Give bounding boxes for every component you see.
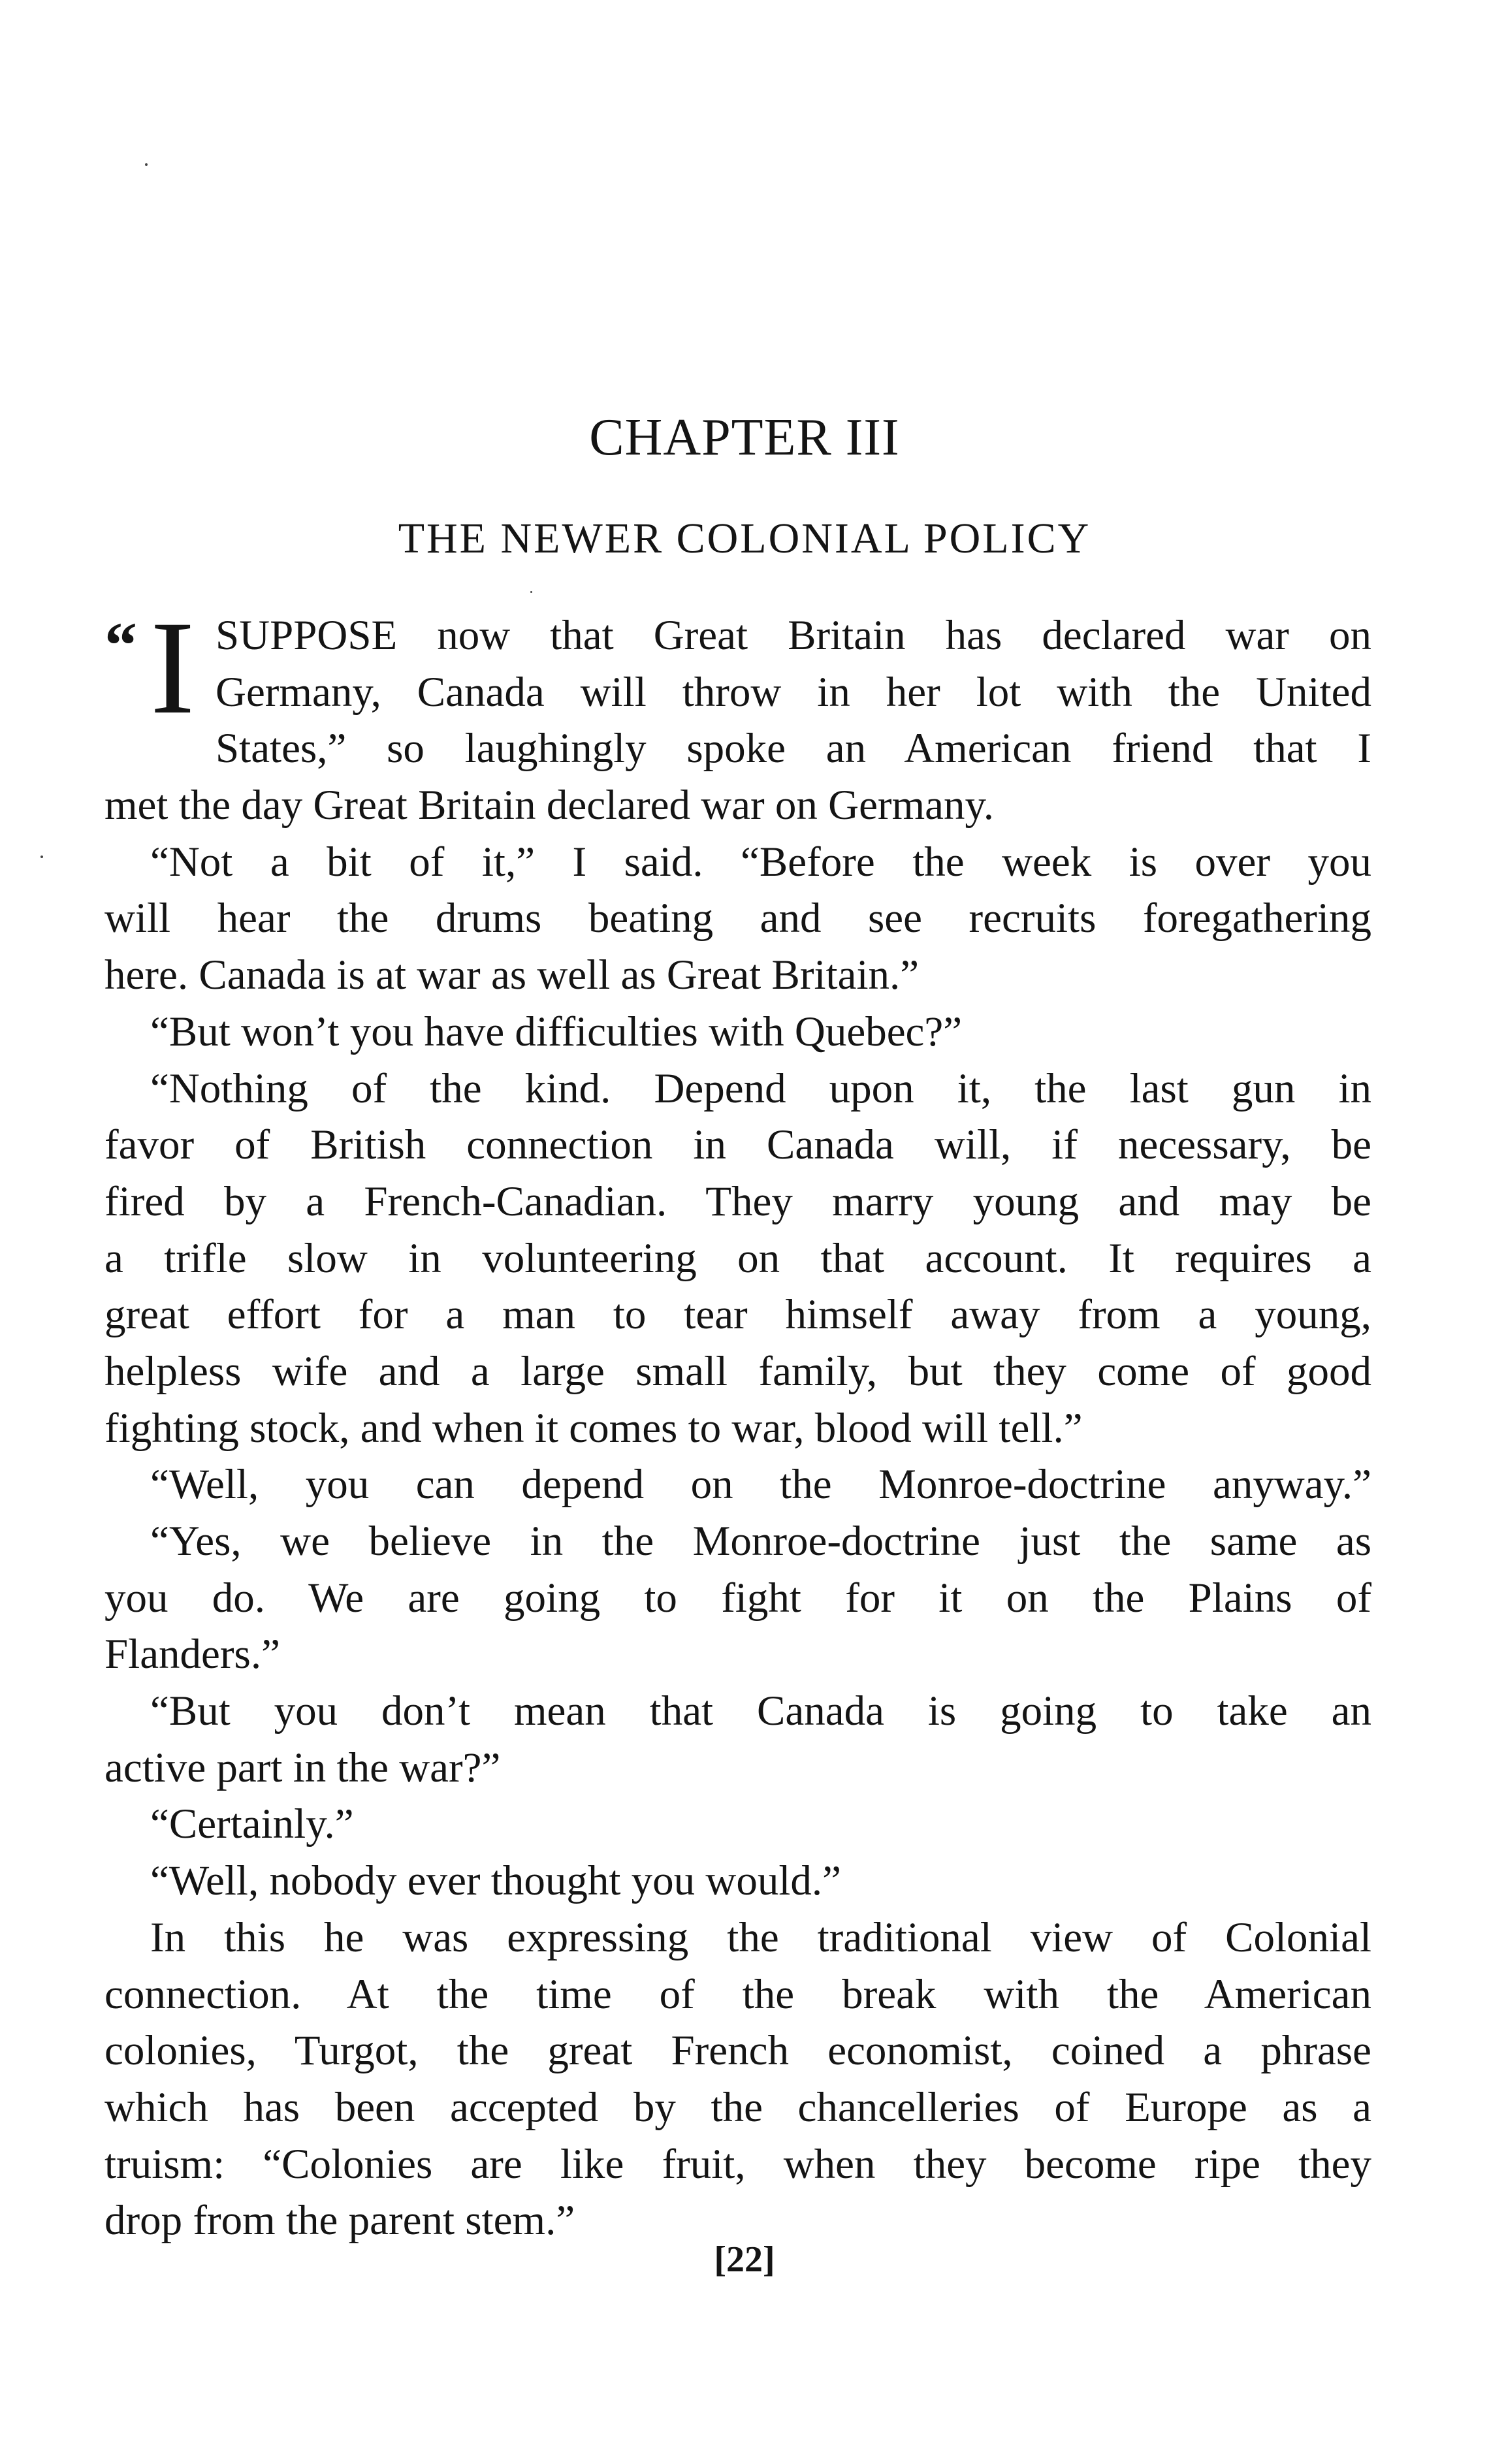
text-line: active part in the war?” [104,1744,501,1791]
text-line: will hear the drums beating and see recruits foregathering [104,895,1371,942]
text-line: “Yes, we believe in the Monroe-doctrine just the same as [150,1518,1371,1565]
text-line: colonies, Turgot, the great French economist, coined a phrase [104,2027,1371,2075]
text-line: “Nothing of the kind. Depend upon it, the last gun in [150,1064,1371,1112]
text-line: Flanders.” [104,1631,280,1678]
drop-cap-quote: “ [104,609,137,681]
page-number: [22] [714,2239,775,2280]
text-line: helpless wife and a large small family, but they come of good [104,1347,1371,1395]
body-text [104,607,1371,2249]
text-line: “Well, you can depend on the Monroe-doctrine anyway.” [150,1461,1371,1509]
chapter-subtitle: THE NEWER COLONIAL POLICY [398,515,1091,562]
page-speck [40,856,43,858]
text-line: connection. At the time of the break with the American [104,1970,1371,2018]
page-speck [145,163,148,166]
text-line: Germany, Canada will throw in her lot with the United [216,668,1371,716]
text-line: “But won’t you have difficulties with Quebec?” [150,1008,963,1055]
text-line: truism: “Colonies are like fruit, when they become ripe they [104,2140,1371,2188]
page-speck [530,591,532,593]
text-line: favor of British connection in Canada will, if necessary, be [104,1121,1371,1169]
text-line: States,” so laughingly spoke an American friend that I [216,725,1371,773]
text-line: “Not a bit of it,” I said. “Before the week is over you [150,838,1371,886]
text-line: you do. We are going to fight for it on the Plains of [104,1574,1371,1622]
text-line: “Well, nobody ever thought you would.” [150,1857,842,1905]
text-line: which has been accepted by the chancelleries of Europe as a [104,2083,1371,2131]
text-line: “Certainly.” [150,1800,354,1848]
text-line: met the day Great Britain declared war on Germany. [104,782,995,829]
text-line: In this he was expressing the traditional view of Colonial [150,1913,1371,1961]
chapter-number: CHAPTER III [589,409,900,466]
text-line: great effort for a man to tear himself away from a young, [104,1291,1371,1339]
drop-cap-letter: I [150,594,195,742]
text-line: here. Canada is at war as well as Great Britain.” [104,952,920,999]
text-line: fired by a French-Canadian. They marry young and may be [104,1177,1371,1225]
text-line: fighting stock, and when it comes to war, blood will tell.” [104,1404,1083,1452]
text-line: SUPPOSE now that Great Britain has declared war on [216,612,1371,659]
text-line: drop from the parent stem.” [104,2197,575,2245]
text-line: a trifle slow in volunteering on that account. It requires a [104,1234,1371,1282]
text-line: “But you don’t mean that Canada is going to take an [150,1688,1371,1735]
